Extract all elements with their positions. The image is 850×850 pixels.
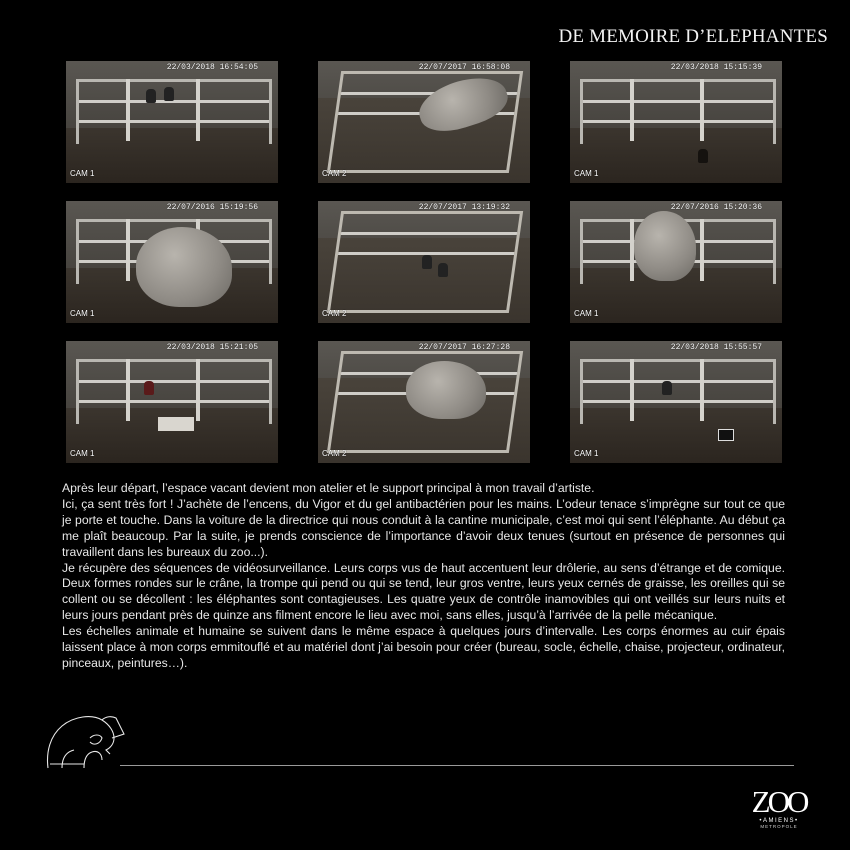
page-title: DE MEMOIRE D’ELEPHANTES [558, 26, 828, 47]
frame-timestamp: 22/07/2017 13:19:32 [418, 203, 510, 212]
frame-camera-label: CAM 1 [70, 309, 95, 318]
paragraph-1: Après leur départ, l’espace vacant devient mon atelier et le support principal à mon travail d’artiste. [62, 481, 595, 495]
frame-timestamp: 22/07/2017 16:58:08 [418, 63, 510, 72]
frame-camera-label: CAM 1 [70, 449, 95, 458]
zoo-logo-sub: METROPOLE [760, 824, 798, 829]
frame-camera-label: CAM 2 [322, 169, 347, 178]
frame-timestamp: 22/07/2017 16:27:28 [418, 343, 510, 352]
cctv-frame-9 [570, 341, 782, 463]
cctv-frame-2 [318, 61, 530, 183]
footer-divider [120, 765, 794, 766]
cctv-frame-3 [570, 61, 782, 183]
cctv-frame-4 [66, 201, 278, 323]
elephant-line-logo-icon [44, 708, 126, 772]
frame-camera-label: CAM 1 [574, 449, 599, 458]
frame-timestamp: 22/03/2018 16:54:05 [166, 63, 258, 72]
zoo-amiens-logo [748, 784, 810, 834]
zoo-logo-mark: ZOO [751, 784, 807, 819]
frame-camera-label: CAM 1 [574, 309, 599, 318]
frame-timestamp: 22/07/2016 15:20:36 [670, 203, 762, 212]
frame-timestamp: 22/03/2018 15:55:57 [670, 343, 762, 352]
paragraph-3: Je récupère des séquences de vidéosurveillance. Leurs corps vus de haut accentuent leur drôlerie, au sens d’étrange et de comique. Deux formes rondes sur le crâne, la trompe qui pend ou qui se tend, leur gros ventre, leurs yeux cernés de graisse, les oreilles qui se collent ou se décollent : les éléphantes sont contagieuses. Les quatre yeux de contrôle inamovibles qui ont veillés sur leurs nuits et leurs jours pendant près de quinze ans filment encore le lieu avec moi, sans elles, jusqu’à l’arrivée de la pelle mécanique. [62, 560, 785, 623]
cctv-frame-6 [570, 201, 782, 323]
frame-camera-label: CAM 1 [70, 169, 95, 178]
frame-camera-label: CAM 2 [322, 449, 347, 458]
surveillance-photo-grid [66, 61, 783, 463]
body-text [62, 481, 785, 672]
cctv-frame-8 [318, 341, 530, 463]
paragraph-4: Les échelles animale et humaine se suivent dans le même espace à quelques jours d’intervalle. Les corps énormes au cuir épais laissent place à mon corps emmitouflé et au matériel dont j’ai besoin pour créer (bureau, socle, échelle, chaise, projecteur, ordinateur, pinceaux, peintures…). [62, 624, 785, 670]
cctv-frame-1 [66, 61, 278, 183]
frame-timestamp: 22/03/2018 15:21:05 [166, 343, 258, 352]
cctv-frame-7 [66, 341, 278, 463]
zoo-logo-name: •AMIENS• [759, 818, 799, 824]
frame-camera-label: CAM 2 [322, 309, 347, 318]
cctv-frame-5 [318, 201, 530, 323]
frame-camera-label: CAM 1 [574, 169, 599, 178]
paragraph-2: Ici, ça sent très fort ! J’achète de l’encens, du Vigor et du gel antibactérien pour les mains. L’odeur tenace s’imprègne sur tout ce que je porte et touche. Dans la voiture de la directrice qui nous conduit à la cantine municipale, c’est moi qui sent l’éléphante. Au début ça me plaît beaucoup. Par la suite, je prends conscience de l’importance d’avoir deux tenues (surtout en présence de personnes qui travaillent dans les bureaux du zoo...). [62, 496, 785, 559]
frame-timestamp: 22/03/2018 15:15:39 [670, 63, 762, 72]
frame-timestamp: 22/07/2016 15:19:56 [166, 203, 258, 212]
